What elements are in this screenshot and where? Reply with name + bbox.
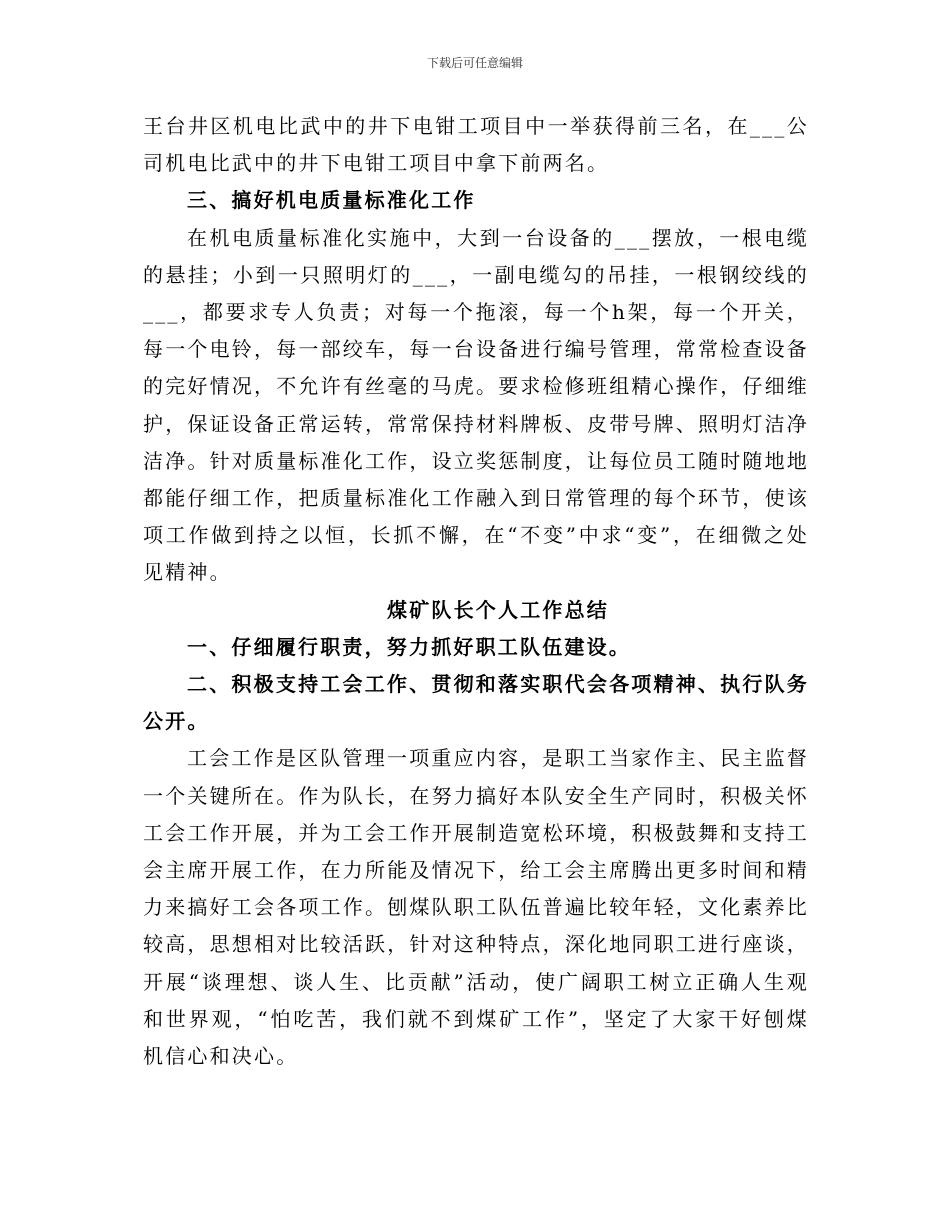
document-title: 煤矿队长个人工作总结	[387, 597, 609, 622]
paragraph-quality-standardization: 在机电质量标准化实施中，大到一台设备的___摆放，一根电缆的悬挂；小到一只照明灯的___，一副电缆勾的吊挂，一根钢绞线的___，都要求专人负责；对每一个拖滚，每一个h架，每一个开关，每一个电铃，每一部绞车，每一台设备进行编号管理，常常检查设备的完好情况，不允许有丝毫的马虎。要求检修班组精心操作，仔细维护，保证设备正常运转，常常保持材料牌板、皮带号牌、照明灯洁净洁净。针对质量标准化工作，设立奖惩制度，让每位员工随时随地地都能仔细工作，把质量标准化工作融入到日常管理的每个环节，使该项工作做到持之以恒，长抓不懈，在“不变”中求“变”，在细微之处见精神。	[143, 225, 809, 585]
document-body	[143, 108, 809, 1075]
paragraph-union-work: 工会工作是区队管理一项重应内容，是职工当家作主、民主监督一个关键所在。作为队长，在努力搞好本队安全生产同时，积极关怀工会工作开展，并为工会工作开展制造宽松环境，积极鼓舞和支持工会主席开展工作，在力所能及情况下，给工会主席腾出更多时间和精力来搞好工会各项工作。刨煤队职工队伍普遍比较年轻，文化素养比较高，思想相对比较活跃，针对这种特点，深化地同职工进行座谈，开展“谈理想、谈人生、比贡献”活动，使广阔职工树立正确人生观和世界观，“怕吃苦，我们就不到煤矿工作”，坚定了大家干好刨煤机信心和决心。	[143, 746, 809, 1069]
section-heading-1: 一、仔细履行职责，努力抓好职工队伍建设。	[187, 634, 631, 659]
page-header: 下载后可任意编辑	[426, 56, 523, 70]
paragraph-continuation: 王台井区机电比武中的井下电钳工项目中一举获得前三名，在___公司机电比武中的井下电钳工项目中拿下前两名。	[143, 114, 809, 176]
section-heading-3: 三、搞好机电质量标准化工作	[187, 188, 476, 213]
section-heading-2: 二、积极支持工会工作、贯彻和落实职代会各项精神、执行队务公开。	[143, 672, 809, 734]
